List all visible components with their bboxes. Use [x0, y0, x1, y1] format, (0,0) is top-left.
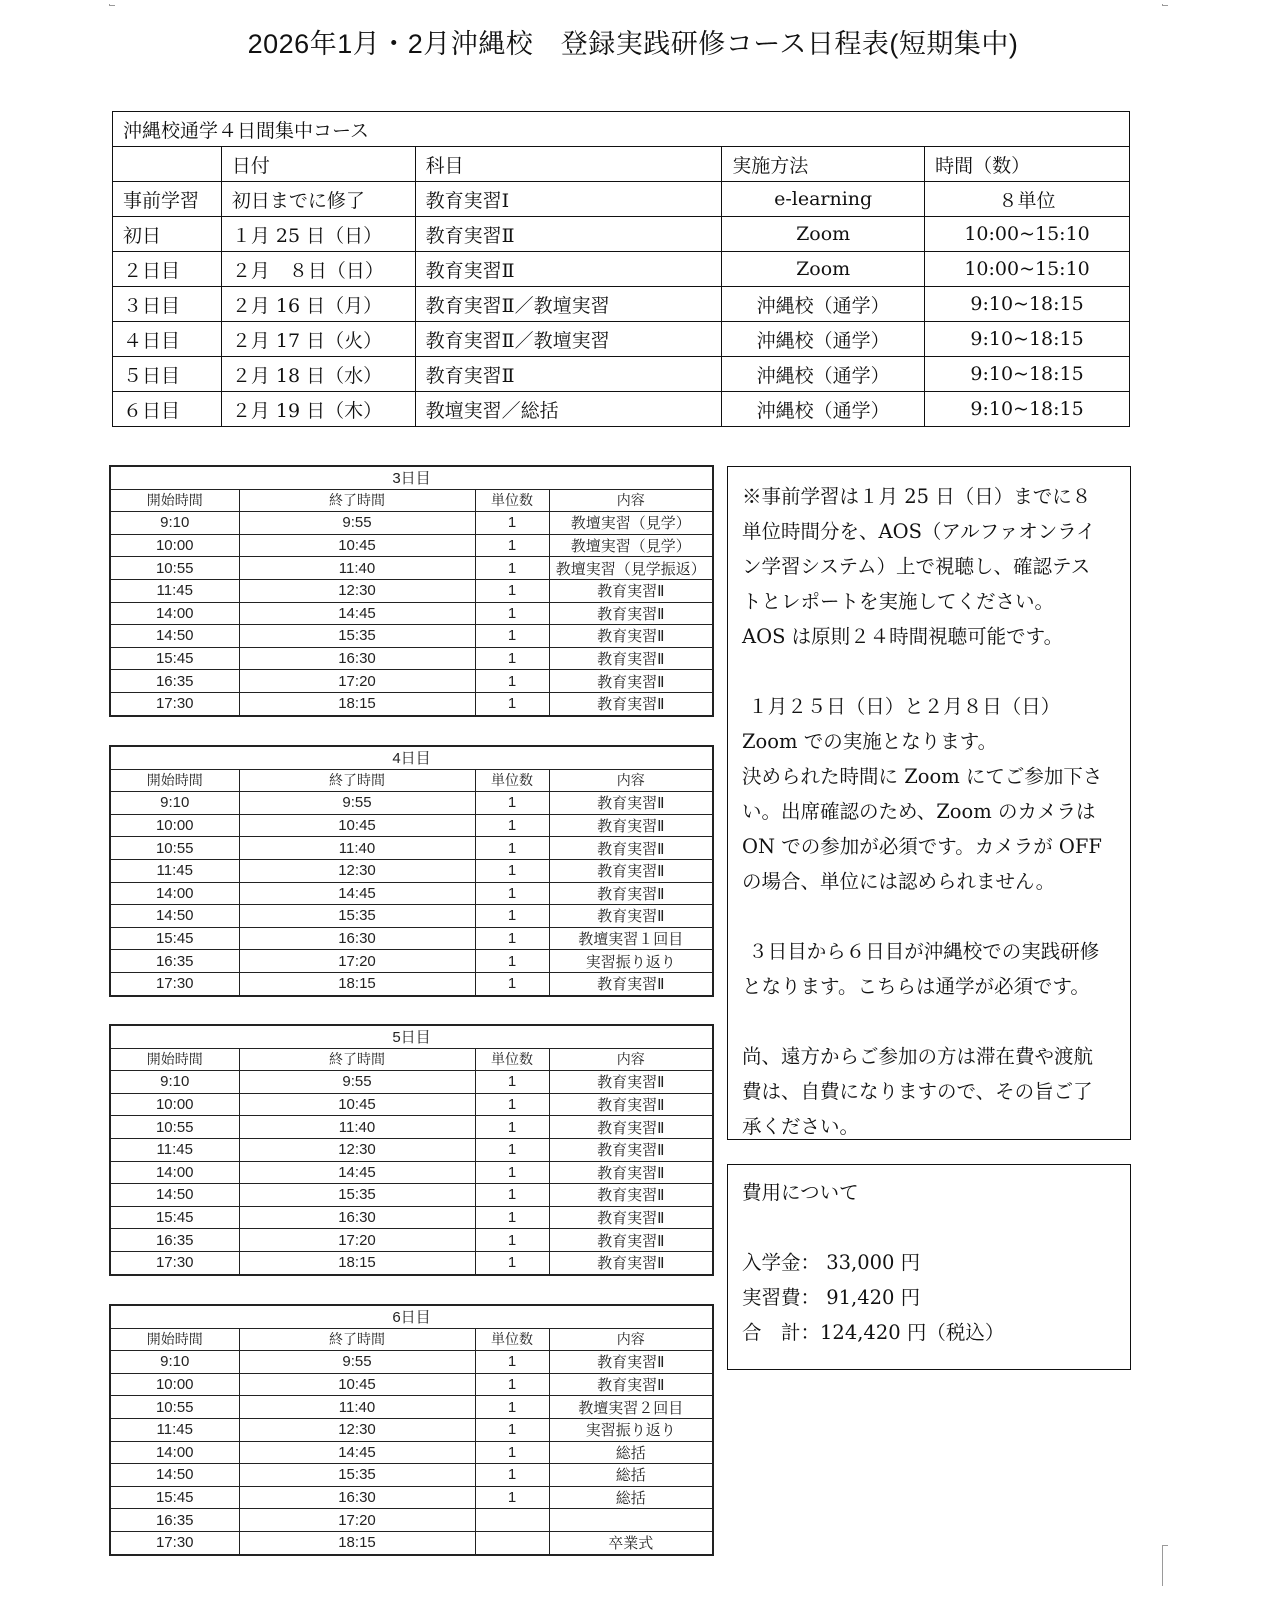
date-cell: ２月 ８日（日） — [221, 252, 415, 287]
note-line: トとレポートを実施してください。 — [742, 590, 1055, 613]
start-time-cell: 14:50 — [110, 1464, 239, 1487]
start-time-cell: 11:45 — [110, 1418, 239, 1441]
units-cell: 1 — [475, 625, 549, 648]
schedule-row — [110, 557, 713, 580]
end-time-cell: 15:35 — [239, 1464, 475, 1487]
time-cell: 9:10~18:15 — [925, 357, 1130, 392]
content-cell: 教育実習Ⅱ — [549, 1093, 713, 1116]
session-label: ２日目 — [113, 252, 222, 287]
day-6-schedule-table — [109, 1304, 714, 1556]
content-cell: 総括 — [549, 1464, 713, 1487]
units-cell: 1 — [475, 1251, 549, 1274]
end-time-cell: 17:20 — [239, 1509, 475, 1532]
method-cell: Zoom — [722, 252, 925, 287]
note-line: ン学習システム）上で視聴し、確認テス — [742, 555, 1091, 578]
method-cell: 沖縄校（通学） — [722, 392, 925, 427]
start-time-cell: 15:45 — [110, 927, 239, 950]
end-time-cell: 9:55 — [239, 1351, 475, 1374]
end-time-cell: 11:40 — [239, 837, 475, 860]
session-label: ４日目 — [113, 322, 222, 357]
start-time-cell: 10:00 — [110, 814, 239, 837]
units-cell — [475, 1509, 549, 1532]
content-cell: 総括 — [549, 1486, 713, 1509]
schedule-row — [110, 859, 713, 882]
units-cell: 1 — [475, 1206, 549, 1229]
end-time-cell: 14:45 — [239, 1441, 475, 1464]
day-title-row — [110, 1025, 713, 1048]
subject-cell: 教育実習Ⅱ／教壇実習 — [415, 322, 722, 357]
fees-box — [727, 1164, 1131, 1370]
content-cell: 教育実習Ⅱ — [549, 1251, 713, 1274]
content-cell: 実習振り返り — [549, 950, 713, 973]
units-cell — [475, 1531, 549, 1554]
time-cell: 9:10~18:15 — [925, 322, 1130, 357]
summary-row — [113, 357, 1130, 392]
subject-cell: 教育実習Ⅱ — [415, 357, 722, 392]
end-time-cell: 11:40 — [239, 1116, 475, 1139]
units-cell: 1 — [475, 1373, 549, 1396]
day-title-row — [110, 1305, 713, 1328]
note-line: い。出席確認のため、Zoom のカメラは — [742, 800, 1096, 823]
content-cell: 教育実習Ⅱ — [549, 1116, 713, 1139]
content-cell: 卒業式 — [549, 1531, 713, 1554]
end-time-cell: 10:45 — [239, 1373, 475, 1396]
content-cell: 実習振り返り — [549, 1418, 713, 1441]
date-cell: １月 25 日（日） — [221, 217, 415, 252]
start-time-cell: 10:00 — [110, 534, 239, 557]
schedule-row — [110, 602, 713, 625]
start-time-cell: 9:10 — [110, 1071, 239, 1094]
schedule-row — [110, 1138, 713, 1161]
header-cell: 開始時間 — [110, 769, 239, 792]
units-cell: 1 — [475, 882, 549, 905]
method-cell: 沖縄校（通学） — [722, 287, 925, 322]
header-cell: 終了時間 — [239, 1048, 475, 1071]
header-cell: 開始時間 — [110, 1048, 239, 1071]
content-cell: 教育実習Ⅱ — [549, 647, 713, 670]
content-cell: 教育実習Ⅱ — [549, 1138, 713, 1161]
header-cell: 終了時間 — [239, 489, 475, 512]
summary-row — [113, 287, 1130, 322]
content-cell: 教壇実習１回目 — [549, 927, 713, 950]
method-cell: e-learning — [722, 182, 925, 217]
start-time-cell: 14:00 — [110, 602, 239, 625]
day-header-row — [110, 1048, 713, 1071]
header-cell: 単位数 — [475, 769, 549, 792]
page-corner-mark — [1162, 1545, 1168, 1586]
day-header-row — [110, 489, 713, 512]
schedule-row — [110, 1531, 713, 1554]
start-time-cell: 10:55 — [110, 557, 239, 580]
schedule-row — [110, 534, 713, 557]
end-time-cell: 17:20 — [239, 950, 475, 973]
end-time-cell: 16:30 — [239, 1206, 475, 1229]
header-cell: 内容 — [549, 1048, 713, 1071]
units-cell: 1 — [475, 950, 549, 973]
method-cell: 沖縄校（通学） — [722, 322, 925, 357]
end-time-cell: 14:45 — [239, 1161, 475, 1184]
content-cell: 教育実習Ⅱ — [549, 1373, 713, 1396]
end-time-cell: 16:30 — [239, 927, 475, 950]
fee-item-enrollment — [742, 1245, 1120, 1280]
method-cell: Zoom — [722, 217, 925, 252]
note-line: 費は、自費になりますので、その旨ご了 — [742, 1080, 1093, 1103]
units-cell: 1 — [475, 1441, 549, 1464]
paragraph-gap — [742, 1004, 1120, 1039]
units-cell: 1 — [475, 814, 549, 837]
content-cell: 教育実習Ⅱ — [549, 859, 713, 882]
start-time-cell: 11:45 — [110, 1138, 239, 1161]
note-line: 決められた時間に Zoom にてご参加下さ — [742, 765, 1103, 788]
schedule-row — [110, 670, 713, 693]
fees-heading: 費用について — [742, 1181, 859, 1204]
start-time-cell: 10:00 — [110, 1373, 239, 1396]
content-cell: 教育実習Ⅱ — [549, 837, 713, 860]
schedule-row — [110, 579, 713, 602]
end-time-cell: 12:30 — [239, 859, 475, 882]
content-cell: 教育実習Ⅱ — [549, 792, 713, 815]
schedule-row — [110, 1418, 713, 1441]
header-cell: 終了時間 — [239, 769, 475, 792]
subject-cell: 教育実習Ⅰ — [415, 182, 722, 217]
end-time-cell: 12:30 — [239, 579, 475, 602]
end-time-cell: 17:20 — [239, 1229, 475, 1252]
time-cell: 10:00~15:10 — [925, 217, 1130, 252]
fee-item-practicum — [742, 1280, 1120, 1315]
units-cell: 1 — [475, 1229, 549, 1252]
schedule-row — [110, 1184, 713, 1207]
content-cell: 教壇実習（見学） — [549, 534, 713, 557]
header-cell: 実施方法 — [722, 147, 925, 182]
page-corner-mark — [1162, 4, 1168, 6]
schedule-row — [110, 882, 713, 905]
start-time-cell: 9:10 — [110, 1351, 239, 1374]
note-line: Zoom での実施となります。 — [742, 730, 998, 753]
units-cell: 1 — [475, 905, 549, 928]
units-cell: 1 — [475, 927, 549, 950]
units-cell: 1 — [475, 602, 549, 625]
header-cell: 終了時間 — [239, 1328, 475, 1351]
units-cell: 1 — [475, 792, 549, 815]
time-cell: 10:00~15:10 — [925, 252, 1130, 287]
end-time-cell: 9:55 — [239, 512, 475, 535]
content-cell: 教育実習Ⅱ — [549, 579, 713, 602]
units-cell: 1 — [475, 692, 549, 715]
units-cell: 1 — [475, 1093, 549, 1116]
units-cell: 1 — [475, 1464, 549, 1487]
time-cell: ８単位 — [925, 182, 1130, 217]
end-time-cell: 18:15 — [239, 1251, 475, 1274]
day-header-row — [110, 1328, 713, 1351]
units-cell: 1 — [475, 1161, 549, 1184]
day-5-schedule-table — [109, 1024, 714, 1276]
units-cell: 1 — [475, 647, 549, 670]
fee-item-total — [742, 1315, 1120, 1350]
end-time-cell: 12:30 — [239, 1418, 475, 1441]
schedule-row — [110, 927, 713, 950]
day-4-schedule-table — [109, 745, 714, 997]
end-time-cell: 15:35 — [239, 905, 475, 928]
summary-caption-row — [113, 112, 1130, 147]
day-title: 5日目 — [110, 1025, 713, 1048]
date-cell: ２月 19 日（木） — [221, 392, 415, 427]
content-cell: 教壇実習２回目 — [549, 1396, 713, 1419]
start-time-cell: 10:55 — [110, 837, 239, 860]
page-corner-mark — [109, 4, 115, 6]
end-time-cell: 9:55 — [239, 1071, 475, 1094]
content-cell: 教育実習Ⅱ — [549, 882, 713, 905]
session-label: 初日 — [113, 217, 222, 252]
end-time-cell: 12:30 — [239, 1138, 475, 1161]
header-cell: 単位数 — [475, 489, 549, 512]
start-time-cell: 10:00 — [110, 1093, 239, 1116]
units-cell: 1 — [475, 1116, 549, 1139]
start-time-cell: 9:10 — [110, 792, 239, 815]
date-cell: 初日までに修了 — [221, 182, 415, 217]
schedule-row — [110, 647, 713, 670]
summary-row — [113, 392, 1130, 427]
start-time-cell: 11:45 — [110, 859, 239, 882]
units-cell: 1 — [475, 859, 549, 882]
header-cell: 単位数 — [475, 1048, 549, 1071]
header-cell: 内容 — [549, 1328, 713, 1351]
content-cell: 教育実習Ⅱ — [549, 670, 713, 693]
content-cell: 教育実習Ⅱ — [549, 1161, 713, 1184]
note-line: ３日目から６日目が沖縄校での実践研修 — [742, 940, 1100, 963]
content-cell: 教育実習Ⅱ — [549, 1229, 713, 1252]
fee-value: 33,000 円 — [820, 1251, 921, 1274]
session-label: ５日目 — [113, 357, 222, 392]
schedule-row — [110, 837, 713, 860]
schedule-row — [110, 1486, 713, 1509]
units-cell: 1 — [475, 1351, 549, 1374]
start-time-cell: 14:50 — [110, 1184, 239, 1207]
date-cell: ２月 17 日（火） — [221, 322, 415, 357]
start-time-cell: 17:30 — [110, 972, 239, 995]
start-time-cell: 14:00 — [110, 1441, 239, 1464]
note-line: AOS は原則２４時間視聴可能です。 — [742, 625, 1064, 648]
units-cell: 1 — [475, 1418, 549, 1441]
day-title-row — [110, 466, 713, 489]
schedule-row — [110, 972, 713, 995]
session-label: ６日目 — [113, 392, 222, 427]
subject-cell: 教育実習Ⅱ／教壇実習 — [415, 287, 722, 322]
units-cell: 1 — [475, 1486, 549, 1509]
schedule-row — [110, 814, 713, 837]
note-line: 承ください。 — [742, 1115, 860, 1138]
end-time-cell: 14:45 — [239, 602, 475, 625]
header-cell: 内容 — [549, 769, 713, 792]
fee-label: 合 計： — [742, 1321, 821, 1344]
content-cell: 教育実習Ⅱ — [549, 692, 713, 715]
paragraph-gap — [742, 654, 1120, 689]
date-cell: ２月 18 日（水） — [221, 357, 415, 392]
end-time-cell: 18:15 — [239, 692, 475, 715]
day-title: 6日目 — [110, 1305, 713, 1328]
fee-value: 124,420 円（税込） — [820, 1321, 1005, 1344]
units-cell: 1 — [475, 670, 549, 693]
schedule-row — [110, 1093, 713, 1116]
day-3-schedule-table — [109, 465, 714, 717]
content-cell: 教育実習Ⅱ — [549, 814, 713, 837]
end-time-cell: 17:20 — [239, 670, 475, 693]
day-header-row — [110, 769, 713, 792]
session-label: 事前学習 — [113, 182, 222, 217]
units-cell: 1 — [475, 512, 549, 535]
header-cell: 単位数 — [475, 1328, 549, 1351]
units-cell: 1 — [475, 1071, 549, 1094]
start-time-cell: 16:35 — [110, 950, 239, 973]
start-time-cell: 11:45 — [110, 579, 239, 602]
note-line: ON での参加が必須です。カメラが OFF — [742, 835, 1102, 858]
schedule-row — [110, 905, 713, 928]
content-cell: 教育実習Ⅱ — [549, 1071, 713, 1094]
end-time-cell: 10:45 — [239, 1093, 475, 1116]
time-cell: 9:10~18:15 — [925, 287, 1130, 322]
course-name: 沖縄校通学４日間集中コース — [113, 112, 1130, 147]
end-time-cell: 18:15 — [239, 972, 475, 995]
header-cell: 日付 — [221, 147, 415, 182]
fee-label: 入学金： — [742, 1251, 821, 1274]
schedule-row — [110, 1229, 713, 1252]
units-cell: 1 — [475, 579, 549, 602]
units-cell: 1 — [475, 1184, 549, 1207]
end-time-cell: 11:40 — [239, 1396, 475, 1419]
header-cell: 開始時間 — [110, 489, 239, 512]
units-cell: 1 — [475, 1138, 549, 1161]
units-cell: 1 — [475, 557, 549, 580]
start-time-cell: 9:10 — [110, 512, 239, 535]
start-time-cell: 14:00 — [110, 882, 239, 905]
subject-cell: 教育実習Ⅱ — [415, 217, 722, 252]
method-cell: 沖縄校（通学） — [722, 357, 925, 392]
end-time-cell: 11:40 — [239, 557, 475, 580]
subject-cell: 教育実習Ⅱ — [415, 252, 722, 287]
header-cell: 内容 — [549, 489, 713, 512]
schedule-row — [110, 1071, 713, 1094]
notes-box — [727, 466, 1131, 1140]
units-cell: 1 — [475, 972, 549, 995]
start-time-cell: 15:45 — [110, 1206, 239, 1229]
content-cell: 教育実習Ⅱ — [549, 1184, 713, 1207]
start-time-cell: 17:30 — [110, 1251, 239, 1274]
note-line: 単位時間分を、AOS（アルファオンライ — [742, 520, 1096, 543]
schedule-row — [110, 1464, 713, 1487]
end-time-cell: 16:30 — [239, 647, 475, 670]
end-time-cell: 14:45 — [239, 882, 475, 905]
time-cell: 9:10~18:15 — [925, 392, 1130, 427]
start-time-cell: 16:35 — [110, 670, 239, 693]
header-cell — [113, 147, 222, 182]
content-cell: 教育実習Ⅱ — [549, 1351, 713, 1374]
end-time-cell: 10:45 — [239, 814, 475, 837]
schedule-row — [110, 1509, 713, 1532]
schedule-row — [110, 1251, 713, 1274]
end-time-cell: 18:15 — [239, 1531, 475, 1554]
content-cell: 教育実習Ⅱ — [549, 905, 713, 928]
start-time-cell: 14:50 — [110, 905, 239, 928]
content-cell: 教壇実習（見学） — [549, 512, 713, 535]
header-cell: 時間（数） — [925, 147, 1130, 182]
schedule-row — [110, 1373, 713, 1396]
end-time-cell: 15:35 — [239, 625, 475, 648]
summary-row — [113, 252, 1130, 287]
start-time-cell: 17:30 — [110, 692, 239, 715]
schedule-row — [110, 1351, 713, 1374]
fee-label: 実習費： — [742, 1286, 821, 1309]
schedule-row — [110, 512, 713, 535]
schedule-row — [110, 692, 713, 715]
header-cell: 開始時間 — [110, 1328, 239, 1351]
schedule-row — [110, 792, 713, 815]
end-time-cell: 9:55 — [239, 792, 475, 815]
header-cell: 科目 — [415, 147, 722, 182]
start-time-cell: 16:35 — [110, 1229, 239, 1252]
schedule-row — [110, 1441, 713, 1464]
units-cell: 1 — [475, 837, 549, 860]
start-time-cell: 15:45 — [110, 1486, 239, 1509]
start-time-cell: 15:45 — [110, 647, 239, 670]
end-time-cell: 15:35 — [239, 1184, 475, 1207]
content-cell — [549, 1509, 713, 1532]
summary-row — [113, 217, 1130, 252]
page-title: 2026年1月・2月沖縄校 登録実践研修コース日程表(短期集中) — [247, 29, 1019, 59]
note-line: となります。こちらは通学が必須です。 — [742, 975, 1090, 998]
note-line: ※事前学習は１月 25 日（日）までに８ — [742, 485, 1092, 508]
start-time-cell: 17:30 — [110, 1531, 239, 1554]
course-summary-table — [112, 111, 1130, 427]
content-cell: 総括 — [549, 1441, 713, 1464]
start-time-cell: 16:35 — [110, 1509, 239, 1532]
units-cell: 1 — [475, 1396, 549, 1419]
note-line: 尚、遠方からご参加の方は滞在費や渡航 — [742, 1045, 1094, 1068]
day-title: 3日目 — [110, 466, 713, 489]
start-time-cell: 14:50 — [110, 625, 239, 648]
session-label: ３日目 — [113, 287, 222, 322]
content-cell: 教育実習Ⅱ — [549, 625, 713, 648]
note-line: の場合、単位には認められません。 — [742, 870, 1056, 893]
content-cell: 教壇実習（見学振返） — [549, 557, 713, 580]
content-cell: 教育実習Ⅱ — [549, 1206, 713, 1229]
day-title: 4日目 — [110, 746, 713, 769]
schedule-row — [110, 1116, 713, 1139]
start-time-cell: 10:55 — [110, 1116, 239, 1139]
start-time-cell: 10:55 — [110, 1396, 239, 1419]
units-cell: 1 — [475, 534, 549, 557]
schedule-row — [110, 950, 713, 973]
content-cell: 教育実習Ⅱ — [549, 972, 713, 995]
schedule-row — [110, 625, 713, 648]
summary-row — [113, 182, 1130, 217]
end-time-cell: 16:30 — [239, 1486, 475, 1509]
start-time-cell: 14:00 — [110, 1161, 239, 1184]
subject-cell: 教壇実習／総括 — [415, 392, 722, 427]
schedule-row — [110, 1161, 713, 1184]
schedule-row — [110, 1396, 713, 1419]
day-title-row — [110, 746, 713, 769]
paragraph-gap — [742, 899, 1120, 934]
summary-row — [113, 322, 1130, 357]
content-cell: 教育実習Ⅱ — [549, 602, 713, 625]
schedule-row — [110, 1206, 713, 1229]
note-line: １月２５日（日）と２月８日（日） — [742, 695, 1061, 718]
date-cell: ２月 16 日（月） — [221, 287, 415, 322]
end-time-cell: 10:45 — [239, 534, 475, 557]
fee-value: 91,420 円 — [820, 1286, 921, 1309]
summary-header-row — [113, 147, 1130, 182]
